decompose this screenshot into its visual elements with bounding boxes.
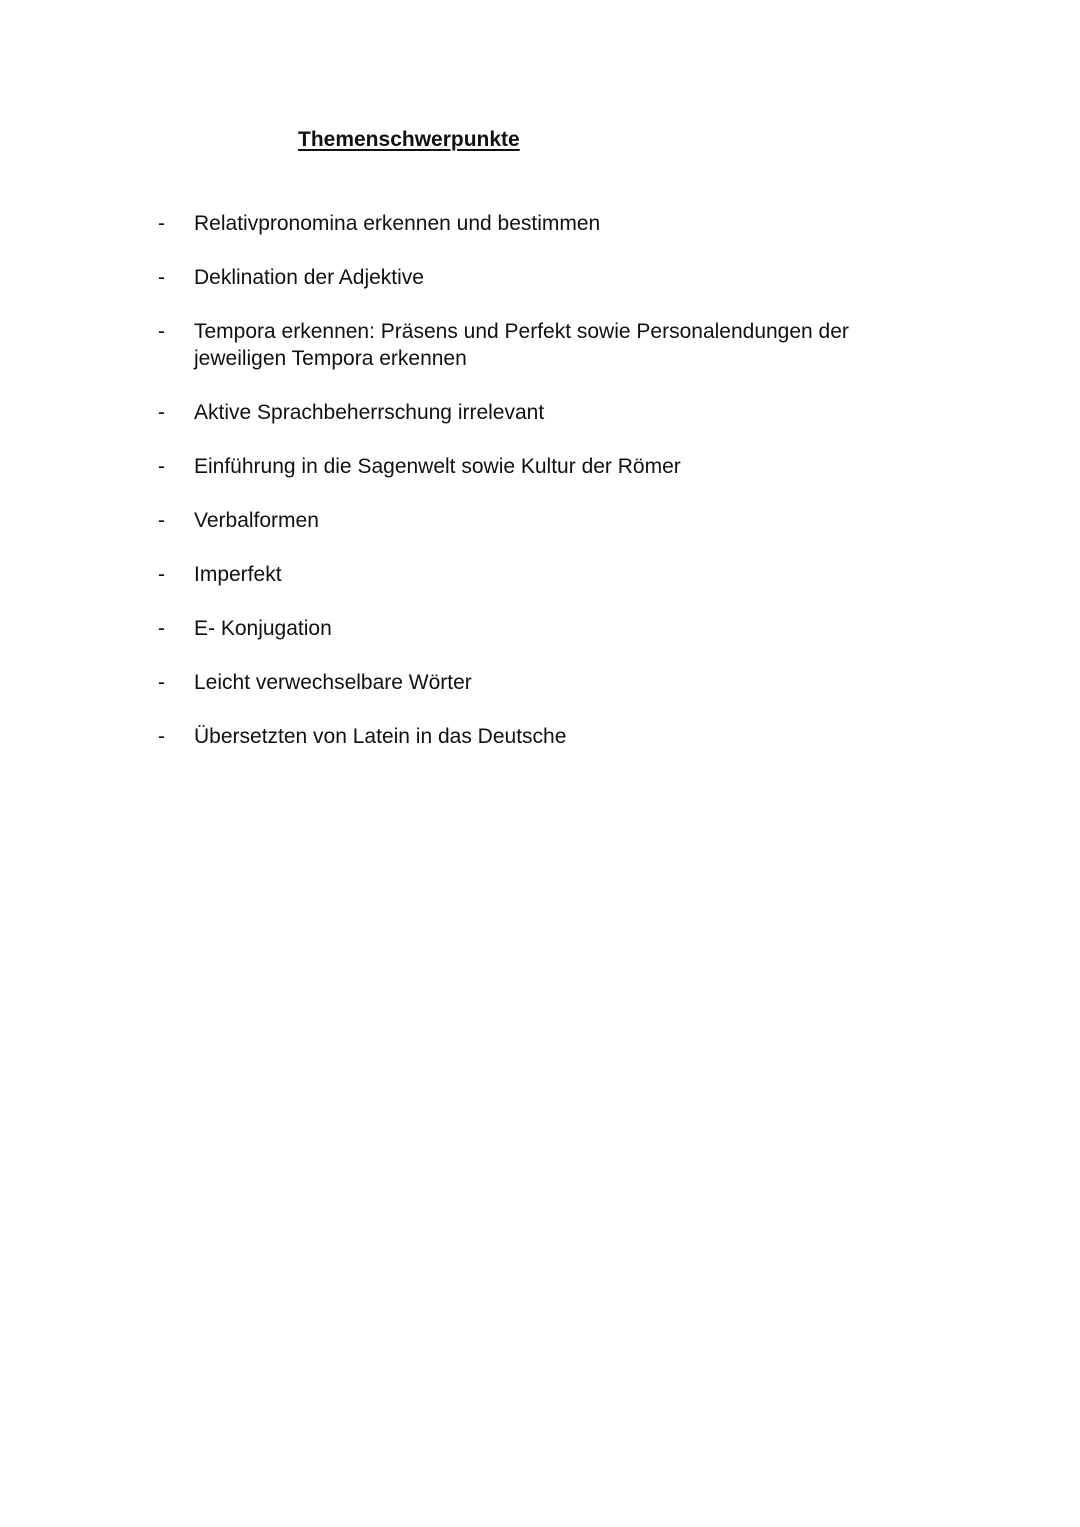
- list-item-text: Deklination der Adjektive: [194, 266, 424, 289]
- bullet-dash: -: [158, 509, 165, 532]
- list-item-text: Imperfekt: [194, 563, 282, 586]
- list-item-text: Aktive Sprachbeherrschung irrelevant: [194, 401, 545, 424]
- bullet-dash: -: [158, 725, 165, 748]
- bullet-dash: -: [158, 212, 165, 235]
- list-item-text: Relativpronomina erkennen und bestimmen: [194, 212, 601, 235]
- bullet-dash: -: [158, 266, 165, 289]
- bullet-dash: -: [158, 320, 165, 343]
- bullet-dash: -: [158, 563, 165, 586]
- page-title: Themenschwerpunkte: [298, 128, 520, 151]
- list-item-text: Tempora erkennen: Präsens und Perfekt sowie Personalendungen der jeweiligen Tempora erkennen: [194, 320, 849, 370]
- list-item-text: Verbalformen: [194, 509, 319, 532]
- bullet-dash: -: [158, 617, 165, 640]
- list-item-text: Einführung in die Sagenwelt sowie Kultur der Römer: [194, 455, 681, 478]
- list-item-text: Übersetzten von Latein in das Deutsche: [194, 725, 567, 748]
- list-item-text: Leicht verwechselbare Wörter: [194, 671, 472, 694]
- list-item-text: E- Konjugation: [194, 617, 332, 640]
- bullet-dash: -: [158, 671, 165, 694]
- bullet-dash: -: [158, 401, 165, 424]
- bullet-dash: -: [158, 455, 165, 478]
